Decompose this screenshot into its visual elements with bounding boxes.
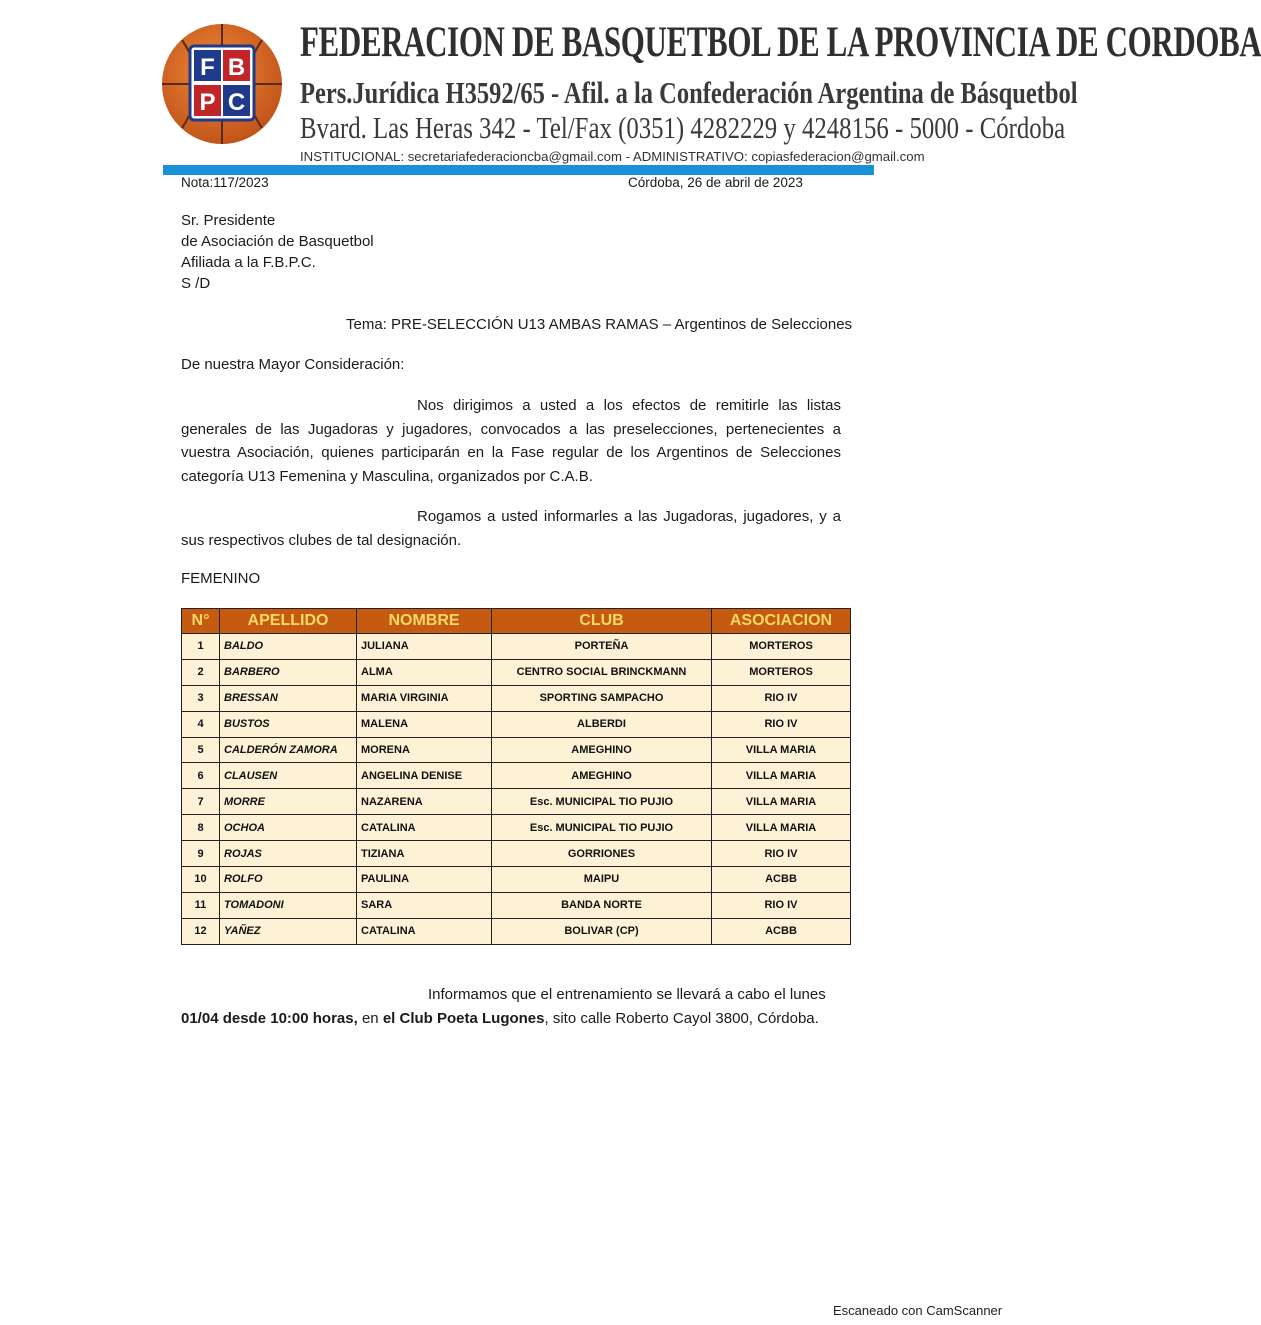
- cell-club: BOLIVAR (CP): [492, 918, 712, 944]
- cell-apellido: TOMADONI: [220, 892, 357, 918]
- cell-club: BANDA NORTE: [492, 892, 712, 918]
- cell-nombre: TIZIANA: [357, 841, 492, 867]
- cell-asociacion: VILLA MARIA: [712, 763, 851, 789]
- training-where: el Club Poeta Lugones: [382, 1010, 545, 1027]
- letterhead-divider: [163, 165, 874, 175]
- column-header-asociacion: ASOCIACION: [712, 609, 851, 634]
- cell-apellido: BARBERO: [220, 659, 357, 685]
- cell-nombre: SARA: [357, 892, 492, 918]
- recipient-line-4: S /D: [181, 275, 211, 292]
- svg-text:P: P: [199, 89, 216, 116]
- cell-club: GORRIONES: [492, 841, 712, 867]
- cell-club: MAIPU: [492, 867, 712, 893]
- cell-asociacion: VILLA MARIA: [712, 815, 851, 841]
- cell-club: Esc. MUNICIPAL TIO PUJIO: [492, 789, 712, 815]
- cell-apellido: CLAUSEN: [220, 763, 357, 789]
- column-header-apellido: APELLIDO: [220, 609, 357, 634]
- cell-number: 10: [182, 867, 220, 893]
- table-row: [182, 634, 851, 660]
- cell-number: 6: [182, 763, 220, 789]
- cell-apellido: BUSTOS: [220, 711, 357, 737]
- table-row: [182, 841, 851, 867]
- training-rest: , sito calle Roberto Cayol 3800, Córdoba.: [544, 1010, 819, 1027]
- cell-apellido: ROLFO: [220, 867, 357, 893]
- cell-asociacion: RIO IV: [712, 841, 851, 867]
- cell-nombre: CATALINA: [357, 815, 492, 841]
- column-header-nombre: NOMBRE: [357, 609, 492, 634]
- cell-asociacion: ACBB: [712, 867, 851, 893]
- table-row: [182, 918, 851, 944]
- cell-number: 1: [182, 634, 220, 660]
- cell-asociacion: VILLA MARIA: [712, 737, 851, 763]
- cell-number: 4: [182, 711, 220, 737]
- cell-nombre: CATALINA: [357, 918, 492, 944]
- table-header-row: [182, 609, 851, 634]
- body-paragraph-2: [181, 505, 841, 552]
- cell-apellido: BRESSAN: [220, 685, 357, 711]
- cell-nombre: ANGELINA DENISE: [357, 763, 492, 789]
- cell-club: CENTRO SOCIAL BRINCKMANN: [492, 659, 712, 685]
- table-row: [182, 789, 851, 815]
- table-row: [182, 763, 851, 789]
- table-row: [182, 737, 851, 763]
- cell-asociacion: RIO IV: [712, 685, 851, 711]
- training-mid: en: [357, 1010, 383, 1027]
- cell-apellido: OCHOA: [220, 815, 357, 841]
- svg-text:B: B: [227, 54, 246, 81]
- recipient-line-1: Sr. Presidente: [181, 212, 276, 229]
- cell-club: PORTEÑA: [492, 634, 712, 660]
- cell-asociacion: RIO IV: [712, 892, 851, 918]
- cell-nombre: NAZARENA: [357, 789, 492, 815]
- svg-text:F: F: [200, 54, 215, 81]
- note-number: Nota:117/2023: [181, 175, 269, 190]
- body-paragraph-1-text: Nos dirigimos a usted a los efectos de remitirle las listas generales de las Jugadoras y jugadores, convocados a las preselecciones, pertenecientes a vuestra Asociación, quienes participarán en la Fase regular de los Argentinos de Selecciones categoría U13 Femenina y Masculina, organizados por C.A.B.: [181, 397, 841, 485]
- table-row: [182, 892, 851, 918]
- cell-club: AMEGHINO: [492, 763, 712, 789]
- cell-club: Esc. MUNICIPAL TIO PUJIO: [492, 815, 712, 841]
- training-lead: Informamos que el entrenamiento se llevará a cabo el lunes: [428, 986, 826, 1003]
- cell-number: 8: [182, 815, 220, 841]
- subject-line: Tema: PRE-SELECCIÓN U13 AMBAS RAMAS – Argentinos de Selecciones: [346, 316, 853, 333]
- table-row: [182, 659, 851, 685]
- cell-number: 9: [182, 841, 220, 867]
- cell-nombre: MARIA VIRGINIA: [357, 685, 492, 711]
- cell-club: AMEGHINO: [492, 737, 712, 763]
- cell-nombre: MORENA: [357, 737, 492, 763]
- table-row: [182, 867, 851, 893]
- cell-number: 3: [182, 685, 220, 711]
- cell-apellido: BALDO: [220, 634, 357, 660]
- body-paragraph-2-text: Rogamos a usted informarles a las Jugadoras, jugadores, y a sus respectivos clubes de tal designación.: [181, 508, 841, 549]
- cell-nombre: JULIANA: [357, 634, 492, 660]
- column-header-number: N°: [182, 609, 220, 634]
- training-details: [181, 1010, 819, 1027]
- cell-number: 7: [182, 789, 220, 815]
- cell-asociacion: MORTEROS: [712, 634, 851, 660]
- cell-number: 2: [182, 659, 220, 685]
- cell-apellido: ROJAS: [220, 841, 357, 867]
- table-row: [182, 815, 851, 841]
- cell-asociacion: MORTEROS: [712, 659, 851, 685]
- cell-asociacion: ACBB: [712, 918, 851, 944]
- table-row: [182, 711, 851, 737]
- cell-nombre: ALMA: [357, 659, 492, 685]
- players-table: [181, 608, 851, 945]
- cell-number: 11: [182, 892, 220, 918]
- cell-asociacion: RIO IV: [712, 711, 851, 737]
- cell-club: ALBERDI: [492, 711, 712, 737]
- cell-nombre: MALENA: [357, 711, 492, 737]
- cell-number: 5: [182, 737, 220, 763]
- cell-nombre: PAULINA: [357, 867, 492, 893]
- table-row: [182, 685, 851, 711]
- note-date: Córdoba, 26 de abril de 2023: [628, 175, 803, 190]
- recipient-line-3: Afiliada a la F.B.P.C.: [181, 254, 316, 271]
- column-header-club: CLUB: [492, 609, 712, 634]
- fbpc-logo: [160, 22, 284, 146]
- training-when: 01/04 desde 10:00 horas,: [181, 1010, 358, 1027]
- body-paragraph-1: [181, 394, 841, 488]
- cell-asociacion: VILLA MARIA: [712, 789, 851, 815]
- cell-club: SPORTING SAMPACHO: [492, 685, 712, 711]
- cell-apellido: CALDERÓN ZAMORA: [220, 737, 357, 763]
- greeting: De nuestra Mayor Consideración:: [181, 356, 405, 373]
- scanner-watermark: Escaneado con CamScanner: [833, 1303, 1003, 1318]
- section-label-femenino: FEMENINO: [181, 570, 261, 587]
- letterhead-title: FEDERACION DE BASQUETBOL DE LA PROVINCIA DE CORDOBA: [300, 19, 1261, 66]
- letterhead-legal: Pers.Jurídica H3592/65 - Afil. a la Confederación Argentina de Básquetbol: [300, 75, 1078, 110]
- svg-text:C: C: [227, 89, 246, 116]
- letterhead-address: Bvard. Las Heras 342 - Tel/Fax (0351) 4282229 y 4248156 - 5000 - Córdoba: [300, 110, 1066, 145]
- recipient-line-2: de Asociación de Basquetbol: [181, 233, 374, 250]
- cell-number: 12: [182, 918, 220, 944]
- cell-apellido: MORRE: [220, 789, 357, 815]
- letterhead-emails: INSTITUCIONAL: secretariafederacioncba@gmail.com - ADMINISTRATIVO: copiasfederacion@gmail.com: [300, 149, 925, 164]
- cell-apellido: YAÑEZ: [220, 918, 357, 944]
